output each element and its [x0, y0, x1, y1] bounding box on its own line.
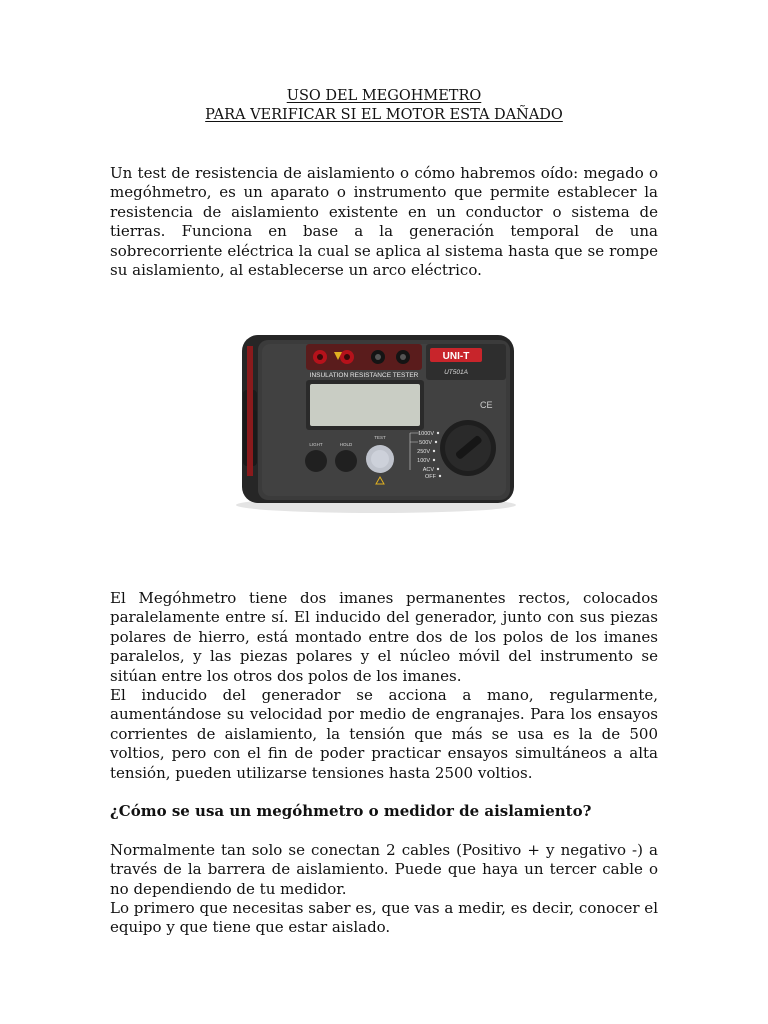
title-line-2: PARA VERIFICAR SI EL MOTOR ESTA DAÑADO — [205, 107, 563, 123]
range-100v: 100V — [417, 458, 430, 464]
light-button-label: LIGHT — [309, 442, 323, 447]
lcd-screen — [310, 384, 420, 426]
range-1000v: 1000V — [418, 431, 434, 437]
ce-mark: CE — [480, 400, 493, 410]
title-line-1: USO DEL MEGOHMETRO — [286, 88, 482, 104]
paragraph-magnets: El Megóhmetro tiene dos imanes permanentes rectos, colocados paralelamente entre sí. El inducido del generador, junto con sus piezas polares de hierro, está montado entre dos de los polos de los imanes paralelos, y las piezas polares y el núcleo móvil del instrumento se sitúan entre los otros dos polos de los imanes. — [110, 589, 658, 685]
range-500v: 500V — [419, 440, 432, 446]
megohmmeter-image — [110, 280, 658, 570]
panel-label: INSULATION RESISTANCE TESTER — [309, 372, 419, 379]
range-250v: 250V — [417, 449, 430, 455]
range-off: OFF — [425, 474, 436, 480]
light-button[interactable] — [305, 450, 327, 472]
paragraph-generator: El inducido del generador se acciona a mano, regularmente, aumentándose su velocidad por medio de engranajes. Para los ensayos corrientes de aislamiento, la tensión que más se usa es la de 500 voltios, pero con el fin de poder practicar ensayos simultáneos a alta tensión, pueden utilizarse tensiones hasta 2500 voltios. — [110, 686, 658, 782]
section-heading: ¿Cómo se usa un megóhmetro o medidor de aislamiento? — [110, 802, 592, 820]
paragraph-cables: Normalmente tan solo se conectan 2 cables (Positivo + y negativo -) a través de la barrera de aislamiento. Puede que haya un tercer cable o no dependiendo de tu medidor. — [110, 841, 658, 898]
hold-button-label: HOLD — [339, 442, 353, 447]
model-label: UT501A — [444, 369, 468, 376]
hold-button[interactable] — [335, 450, 357, 472]
test-button-label: TEST — [374, 435, 386, 440]
brand-label: UNI-T — [442, 351, 470, 362]
range-acv: ACV — [422, 467, 434, 473]
document-title — [0, 87, 768, 125]
paragraph-first-step: Lo primero que necesitas saber es, que vas a medir, es decir, conocer el equipo y que tiene que estar aislado. — [110, 899, 658, 937]
paragraph-intro: Un test de resistencia de aislamiento o cómo habremos oído: megado o megóhmetro, es un aparato o instrumento que permite establecer la resistencia de aislamiento existente en un conductor o sistema de tierras. Funciona en base a la generación temporal de una sobrecorriente eléctrica la cual se aplica al sistema hasta que se rompe su aislamiento, al establecerse un arco eléctrico. — [110, 164, 658, 280]
